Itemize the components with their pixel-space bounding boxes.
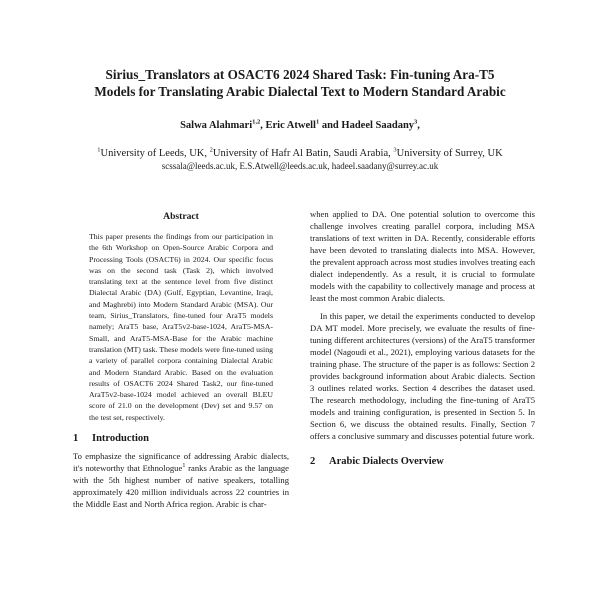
right-column: [310, 208, 535, 473]
section-1-paragraph: [73, 450, 289, 510]
author-3: Hadeel Saadany: [341, 120, 415, 131]
right-paragraph-2: In this paper, we detail the experiments conducted to develop DA MT model. More precisely, we evaluate the results of fine-tuning different architectures (versions) of the AraT5 transformer model (Nagoudi et al., 2021), employing various datasets for the training phase. The structure of the paper is as follows: Section 2 provides background information about Arabic dialects. Section 3 outlines related works. Section 4 describes the dataset used. The research methodology, including the fine-tuning of AraT5 models and training configuration, is presented in Section 5. In Section 6, we discuss the obtained results. Finally, Section 7 offers a conclusive summary and discusses potential future work.: [310, 311, 535, 441]
author-tail: ,: [417, 120, 420, 131]
right-paragraph-1: when applied to DA. One potential solution to overcome this challenge involves creating parallel corpora, including MSA translations of text written in DA. Recently, considerable efforts have been devoted to translating dialects into MSA. However, the prevalent approach across most studies involves treating each dialect independently. As a result, it is crucial to formulate models with the capability to collectively manage and process at least the most common Arabic dialects.: [310, 209, 535, 303]
section-2-number: 2: [310, 456, 316, 467]
intro-text-start: To emphasize the significance of addressing Arabic dialects, it's noteworthy that Ethnologue: [73, 451, 289, 474]
abstract-heading: Abstract: [163, 211, 199, 222]
section-1-heading: [73, 433, 289, 444]
author-2-affil: 1: [315, 118, 320, 126]
affil-2-marker: 2: [209, 146, 213, 154]
section-1-number: 1: [73, 433, 79, 445]
paper-title: [60, 66, 540, 100]
affiliation-line: [40, 147, 560, 160]
footnote-marker: 1: [182, 462, 186, 470]
left-column: [73, 211, 289, 510]
abstract-text: This paper presents the findings from our participation in the 6th Workshop on Open-Source Arabic Corpora and Processing Tools (OSACT6) in 2024. Our specific focus was on the second task (Task 2), which involved translating text at the sentence level from five distinct Dialectal Arabic (DA) (Gulf, Egyptian, Levantine, Iraqi, and Maghrebi) into Modern Standard Arabic (MSA). Our team, Sirius_Translators, fine-tuned four AraT5 models namely; AraT5 base, AraT5v2-base-1024, AraT5-MSA-Small, and AraT5-MSA-Base for the Arabic machine translation (MT) task. These models were fine-tuned using a variety of parallel corpora containing Dialectal Arabic and Modern Standard Arabic. Based on the evaluation results of OSACT6 2024 Shared Task2, our fine-tuned AraT5v2-base-1024 model achieved an overall BLEU score of 21.0 on the development (Dev) set and 9.57 on the test set, respectively.: [89, 232, 273, 422]
affiliation-1: University of Leeds, UK,: [100, 148, 210, 159]
affil-3-marker: 3: [393, 146, 397, 154]
title-line-1: Sirius_Translators at OSACT6 2024 Shared Task: Fin-tuning Ara-T5: [105, 67, 495, 82]
affiliation-3: University of Surrey, UK: [396, 148, 503, 159]
affiliation-2: University of Hafr Al Batin, Saudi Arabia,: [212, 148, 394, 159]
section-2-heading: [310, 456, 535, 467]
author-1-affil: 1,2: [252, 118, 261, 126]
author-conjunction: and: [321, 120, 339, 131]
author-1: Salwa Alahmari: [180, 120, 253, 131]
affiliations: [40, 147, 560, 173]
section-1-title: Introduction: [92, 433, 149, 445]
author-3-affil: 3: [414, 118, 418, 126]
intro-text-end: ranks Arabic as the language with the 5th highest number of native speakers, totalling approximately 420 million individuals across 22 countries in the Middle East and North Africa region. Arabic is char-: [73, 463, 289, 510]
section-2-title: Arabic Dialects Overview: [329, 456, 444, 467]
author-emails: scssala@leeds.ac.uk, E.S.Atwell@leeds.ac.uk, hadeel.saadany@surrey.ac.uk: [161, 161, 439, 171]
author-list: Salwa Alahmari$^{1,2}$, Eric Atwell$^1$ and Hadeel Saadany$^3$,: [180, 118, 420, 131]
affil-1-marker: 1: [97, 146, 101, 154]
author-2: Eric Atwell: [265, 120, 316, 131]
title-line-2: Models for Translating Arabic Dialectal Text to Modern Standard Arabic: [94, 84, 506, 99]
